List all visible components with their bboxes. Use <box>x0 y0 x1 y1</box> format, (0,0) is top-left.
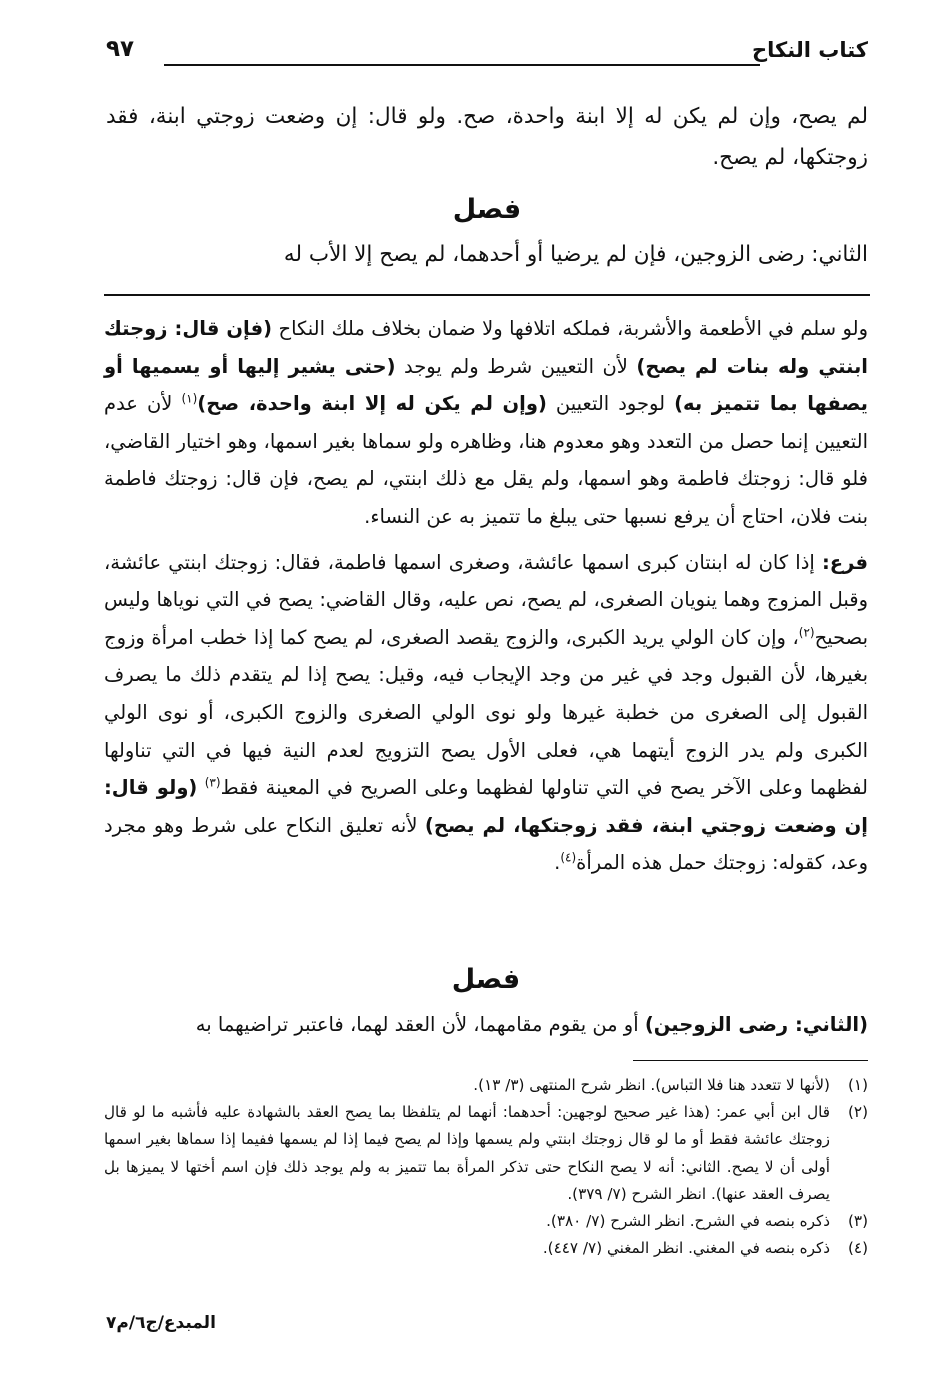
book-title: كتاب النكاح <box>752 38 868 62</box>
matn-paragraph: لم يصح، وإن لم يكن له إلا ابنة واحدة، صح. ولو قال: إن وضعت زوجتي ابنة، فقد زوجتكها، لم يصح. <box>106 104 868 170</box>
footnote-ref[interactable]: (١) <box>181 391 198 406</box>
footnotes <box>104 1072 868 1262</box>
footnote-text: (لأنها لا تتعدد هنا فلا التباس). انظر شرح المنتهى (٣/ ١٣). <box>473 1076 830 1094</box>
text-run: . <box>554 851 561 875</box>
footnote-ref[interactable]: (٢) <box>798 625 815 640</box>
commentary-paragraph <box>104 1006 868 1044</box>
text-run: لأن التعيين شرط ولم يوجد <box>395 354 637 378</box>
text-run: لأن عدم التعيين إنما حصل من التعدد وهو معدوم هنا، وظاهره ولو سماها بغير اسمها، وهو اختيار القاضي، فلو قال: زوجتك فاطمة وهو اسمها، ولم يقل مع ذلك ابنتي، لم يصح، فإن قال: زوجتك فاطمة بنت فلان، احتاج أن يرفع نسبها حتى يبلغ ما تتميز به عن النساء. <box>104 392 868 528</box>
footnote <box>104 1072 868 1099</box>
text-run <box>197 776 204 799</box>
commentary-paragraph <box>104 310 868 536</box>
footnote-ref[interactable]: (٤) <box>560 850 577 865</box>
text-run: أو من يقوم مقامهما، لأن العقد لهما، فاعتبر تراضيهما به <box>195 1013 645 1036</box>
footnote-text: ذكره بنصه في الشرح. انظر الشرح (٧/ ٣٨٠). <box>546 1212 830 1231</box>
text-run: إذا كان له ابنتان كبرى اسمها عائشة، وصغرى اسمها فاطمة، فقال: زوجتك ابنتي عائشة، وقبل المزوج وهما ينويان الصغرى، لم يصح، نص عليه، وقال القاضي: يصح في التي نوياها وليس بصحيح <box>104 550 868 649</box>
footnote <box>104 1208 868 1235</box>
quoted-matn: (فإن قال: زوجتك ابنتي وله بنات لم يصح) <box>104 317 868 378</box>
footnote-rule <box>633 1060 868 1061</box>
quoted-matn: (الثاني: رضى الزوجين) <box>644 1013 868 1036</box>
matn-separator <box>104 294 870 296</box>
quoted-matn: (حتى يشير إليها أو يسميها أو يصفها بما تتميز به) <box>104 354 868 416</box>
matn-text <box>106 96 868 178</box>
footnote <box>104 1235 868 1262</box>
footnote-text: قال ابن أبي عمر: (هذا غير صحيح لوجهين: أحدهما: أنهما لم يتلفظا بما يصح العقد بالشهادة عليه فأشبه ما لو قال زوجتك عائشة فقط أو ما لو قال زوجتك ابنتي ولم يسمها وإذا لم يصح فيما إذا لم يسمها ففيما إذا سماها بغير اسمها أولى أن لا يصح. الثاني: أنه لا يصح النكاح حتى تذكر المرأة بما تتميز به ولم يوجد ذلك فإن اسم أختها لا يميزها بل يصرف العقد عنها). انظر الشرح (٧/ ٣٧٩). <box>104 1103 830 1203</box>
printer-signature: المبدع/ج٦/م٧ <box>106 1313 216 1333</box>
footnote <box>104 1099 868 1208</box>
text-run: ، وإن كان الولي يريد الكبرى، والزوج يقصد الصغرى، لم يصح كما إذا خطب امرأة وزوج بغيرها، لأن القبول وجد في غير من وجد الإيجاب فيه، وقيل: يصح إذا لم يتقدم ذلك ما يصرف القبول إلى الصغرى من خطبة غيرها ولو نوى الولي الصغرى والزوج الكبرى، أو نوى الولي الكبرى ولم يدر الزوج أيتهما هي، فعلى الأول يصح التزويج لعدم النية فيها في التي تناولها لفظهما وعلى الآخر يصح في التي تناولها لفظهما وعلى الصريح في المعينة فقط <box>104 625 868 800</box>
footnote-number: (٣) <box>847 1212 868 1231</box>
footnote-ref[interactable]: (٣) <box>204 775 221 790</box>
branch-label: فرع: <box>821 550 868 574</box>
header-rule <box>164 64 760 66</box>
page-header <box>106 36 868 76</box>
quoted-matn: (ولو قال: إن وضعت زوجتي ابنة، فقد زوجتكها، لم يصح) <box>104 776 868 837</box>
page-number: ٩٧ <box>106 36 135 62</box>
matn-paragraph: الثاني: رضى الزوجين، فإن لم يرضيا أو أحدهما، لم يصح إلا الأب له <box>283 242 868 267</box>
section-heading: فصل <box>452 194 522 225</box>
footnote-text: ذكره بنصه في المغني. انظر المغني (٧/ ٤٤٧). <box>542 1239 830 1258</box>
commentary-text <box>104 310 868 882</box>
text-run: ولو سلم في الأطعمة والأشربة، فملكه اتلافها ولا ضمان بخلاف ملك النكاح <box>272 317 868 340</box>
footnote-number: (١) <box>847 1076 868 1094</box>
text-run: لوجود التعيين <box>546 392 675 416</box>
section-heading: فصل <box>451 964 521 995</box>
text-run: لأنه تعليق النكاح على شرط وهو مجرد وعد، كقوله: زوجتك حمل هذه المرأة <box>104 813 868 875</box>
footnote-number: (٤) <box>847 1239 868 1258</box>
footnote-number: (٢) <box>847 1103 868 1122</box>
quoted-matn: (وإن لم يكن له إلا ابنة واحدة، صح) <box>197 392 547 416</box>
commentary-paragraph <box>104 544 868 882</box>
